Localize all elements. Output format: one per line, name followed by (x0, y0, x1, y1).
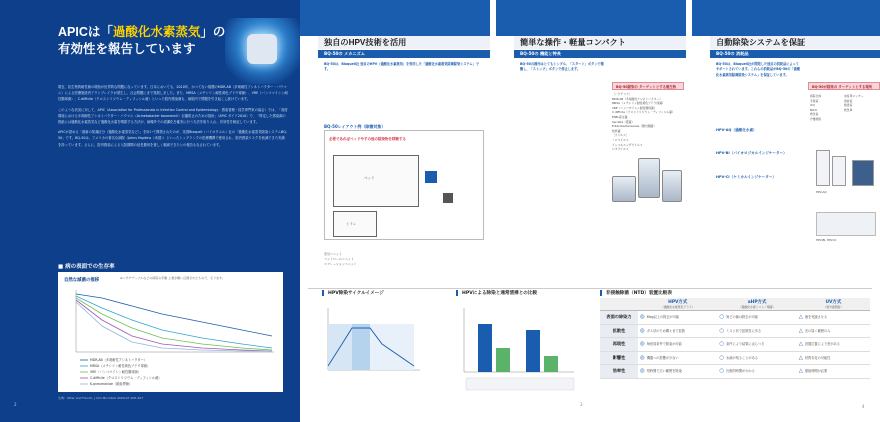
rating-mark: △ (798, 341, 803, 348)
bed-label: ベッド (364, 176, 375, 180)
legend-item: コントロールユニット (324, 257, 354, 261)
rating-mark: △ (798, 354, 803, 361)
rating-mark: △ (798, 327, 803, 334)
list-item: C.difficile（クロストリジウム・ディフィシル菌） (612, 110, 675, 115)
bottle-image (832, 156, 846, 186)
cell-text: 機器への影響が少ない (646, 355, 679, 360)
section-title: 非接触除菌（NTD）装置比較表 (600, 290, 672, 296)
list-item: VRE（バンコマイシン耐性腸球菌） (612, 105, 657, 110)
rating-mark: ○ (719, 354, 725, 361)
legend-item: MDR-AB（多剤耐性アシネトバクター） (90, 358, 148, 362)
column-lead: BQ-50は、Bioquell社が開発した独自の消耗品によってサポートされています。これらの消耗品がBQ-50の「過酸化水素蒸気除菌除染システム」を保証しています。 (716, 62, 801, 77)
rating-mark: ○ (719, 341, 725, 348)
column-header (638, 298, 717, 311)
header-name: UV方式 (825, 300, 842, 305)
device-photo (225, 18, 300, 84)
list-item: ノロウイルス (612, 137, 629, 142)
table-cell (638, 365, 717, 379)
device-unit (638, 158, 660, 198)
table-row (600, 338, 870, 352)
legend-item: MRSA（メチシリン耐性黄色ブドウ球菌） (90, 364, 151, 368)
row-header: 表面の除染力 (600, 311, 638, 325)
cell-text: 毎回同条件で除染が可能 (646, 342, 682, 347)
header-sub: （過酸化水素蒸気ドライ） (660, 305, 695, 309)
legend-item: C.difficile（クロストリジウム・ディフィシル菌） (90, 376, 162, 380)
table-cell (797, 311, 870, 325)
page-number: 2 (14, 402, 17, 407)
row-header: 影響性 (600, 351, 638, 365)
cycle-chart (322, 304, 422, 384)
column-consumables (692, 0, 880, 260)
left-page (0, 0, 300, 422)
column-subtitle: BQ-50の メカニズム (318, 50, 490, 58)
list-item: ESBL産生菌 (612, 114, 628, 119)
compare-chart (456, 304, 576, 394)
table-corner (600, 298, 638, 311)
column-header (717, 298, 796, 311)
column-banner (692, 0, 880, 36)
list-title: ［バクテリア］ (612, 92, 632, 96)
cell-text: ミスト状で拡散性に劣る (726, 328, 762, 333)
table-cell (717, 338, 796, 352)
table-cell (797, 351, 870, 365)
header-name: HPV方式 (668, 300, 688, 305)
device-unit (612, 176, 636, 202)
table-header-row (600, 298, 870, 311)
cell-text: 設置位置により差がある (804, 342, 840, 347)
table-cell (717, 365, 796, 379)
table-cell (717, 324, 796, 338)
column-title: 独自のHPV技術を活用 (318, 36, 490, 49)
headline-text-end: 」の (200, 25, 226, 39)
list-item: 検査室 (844, 103, 853, 108)
headline-highlight: 過酸化水素蒸気 (112, 25, 201, 39)
page-number: 4 (862, 404, 865, 409)
table-row (600, 351, 870, 365)
list-item: 病院全体 (810, 94, 822, 98)
graph-heading: 自然な減菌の推移 (64, 278, 100, 283)
layout-note: 必要であればベッドやすの他の除染物を移動する (329, 137, 406, 141)
right-pages-bottom (300, 288, 880, 422)
table-cell (638, 324, 717, 338)
paragraph: このような状況に対して、APIC（Association for Professionals in Infection Control and Epidemiology：感染管理・疫学専門家の協会）では、「高度環境における多剤耐性アシネトバクター・バウマニ（Acinetobacter baumannii）伝播防止のための指針」（APIC ガイド2010）で、「特定した感染源の根絶には過酸化水素蒸気など過酸化水素を噴霧する方法が、病棟外での清潔化を確実に行う方法を取り入れ、有効性を検証しています。 (58, 107, 288, 125)
cell-text: 短時間で広い範囲を除染 (646, 369, 682, 374)
product-name: HPV-AQ（過酸化水素） (716, 128, 757, 132)
list-item: 来客用ロッカー (844, 94, 864, 98)
place-caption: BQ-50が除染の ターゲットとする場所 (812, 85, 873, 89)
legend-item: K.pneumoniae（肺炎桿菌） (90, 382, 133, 386)
column-lead: BQ-50の操作はとてもシンプル。「スタート」ボタンで稼働し、「ストップ」ボタンで停止します。 (520, 62, 604, 72)
list-item: インフルエンザウイルス (612, 142, 643, 147)
layout-legend (324, 252, 357, 267)
room-layout (324, 130, 484, 240)
product-name: HPV-CI（ケミカルインジケーター） (716, 174, 777, 179)
cell-text: 照射時間が必要 (804, 369, 828, 374)
image-caption: HPV-BI, HPV-CI (816, 238, 837, 242)
legend-item: エアレーションユニット (324, 262, 357, 266)
table-cell (638, 338, 717, 352)
layout-caption: BQ-50レイアウト例（除菌対象） (324, 124, 386, 129)
row-header: 拡散性 (600, 324, 638, 338)
paragraph: APICが認める「最新の知識区分（過酸化水素蒸気など）」を用いて開発されたのが、英国Bioquell（バイオクエル）社の「過酸化水素蒸気除染システムBQ-50」です。BQ-50は、アメリカの著名な病院（Johns Hopkins（米国））といったトップランクの医療機関で使用され、院内感染リスクを低減できた実績を持っています。さらに、院内感染による入院期間の延長費用を著しく軽減できたとの報告もなされています。 (58, 130, 288, 147)
column-banner (300, 0, 490, 36)
column-text (716, 62, 802, 78)
column-header (797, 298, 870, 311)
table-section (600, 290, 672, 296)
paragraph: 現在、抗生物質耐性菌の増加が世界的な問題になっています。日本においても、2010年、かつてない規模のMDR-AB（多剤耐性アシネトバクター・バウマニ）による医療施設内アウトブレイクが発生し、社会問題にまで発展しました。また、MRSA（メチシリン耐性黄色ブドウ球菌）、VRE（バンコマイシン耐性腸球菌）、C.difficile（クロストリジウム・ディフィシル菌）といった院内感染菌も、病院内で問題を引き起こし続けています。 (58, 85, 288, 102)
target-box-header (612, 82, 684, 90)
list-title: ［ウイルス］ (612, 133, 629, 138)
comparison-table (600, 298, 870, 379)
place-box-header (808, 82, 880, 90)
list-item: 介護施設 (810, 116, 822, 121)
survival-graph (58, 272, 283, 392)
indicator-image (816, 212, 876, 236)
list-item: Serratia（霊菌） (612, 119, 635, 124)
cell-text: 菌を死滅させる (804, 315, 828, 320)
bottle-image (852, 160, 874, 186)
rating-mark: ◎ (640, 368, 645, 375)
column-subtitle: BQ-50の 機能と特長 (514, 50, 686, 58)
row-header: 再現性 (600, 338, 638, 352)
device-unit (662, 170, 682, 202)
place-list (810, 94, 844, 122)
column-lead: BQ-50は、Bioquell社 独自のHPV（過酸化水素蒸気）を利用した「過酸化水素蒸気除菌除染システム」です。 (324, 62, 479, 72)
list-item: 結核菌 (612, 128, 621, 133)
room-bed (333, 155, 419, 207)
column-features (496, 0, 686, 260)
column-title: 簡単な操作・軽量コンパクト (514, 36, 686, 49)
list-item: MDR-AB（多剤耐性アシネトバクター） (612, 96, 663, 101)
cell-text: 水滴が残ることがある (726, 355, 758, 360)
column-text (520, 62, 606, 73)
table-cell (797, 338, 870, 352)
list-item: ロタウイルス (612, 147, 629, 152)
bottle-image (816, 150, 830, 186)
place-list-b (844, 94, 880, 112)
cell-text: 6log以上の除去が可能 (646, 315, 680, 320)
cell-text: 材質劣化の可能性 (804, 355, 831, 360)
cell-text: 光の届く範囲のみ (804, 328, 831, 333)
graph-note: ※ハサチデーブルなどの病院の手動 上乗が剛い辺期されたもので、元ります。 (120, 276, 225, 280)
target-caption: BQ-50除染の ターゲットとする微生物 (616, 85, 677, 89)
toilet-label: トイレ (346, 222, 357, 226)
rating-mark: ◎ (640, 354, 645, 361)
table-cell (638, 311, 717, 325)
headline-line-2: 有効性を報告しています (58, 42, 196, 56)
section-divider (308, 288, 872, 289)
table-cell (717, 311, 796, 325)
table-row (600, 324, 870, 338)
legend-item: VRE（バンコマイシン耐性腸球菌） (90, 370, 141, 374)
rating-mark: ◎ (640, 341, 645, 348)
list-item: 救急室 (810, 112, 819, 117)
column-subtitle: BQ-50の 消耗品 (710, 50, 880, 58)
device-image (247, 34, 277, 64)
column-title: 自動除染システムを保証 (710, 36, 880, 49)
cell-text: 比較的時間がかかる (726, 369, 755, 374)
rating-mark: ○ (719, 327, 725, 334)
legend-item: 蒸気ユニット (324, 252, 342, 256)
table-row (600, 365, 870, 379)
table-cell (638, 351, 717, 365)
list-item: Enterobacteriaceae（腸内細菌） (612, 124, 657, 129)
list-item: MRSA（メチシリン耐性黄色ブドウ球菌） (612, 101, 665, 106)
rating-mark: ○ (719, 368, 725, 375)
product-list (716, 128, 804, 180)
unit-marker (425, 171, 437, 183)
rating-mark: ○ (719, 314, 725, 321)
survival-chart (62, 286, 279, 390)
page-number: 3 (580, 402, 583, 407)
cell-text: ガス状のため隅々まで拡散 (646, 328, 685, 333)
section-title: HPVによる除染と通常清掃との比較 (456, 290, 576, 296)
cycle-section (322, 290, 422, 388)
rating-mark: △ (798, 314, 803, 321)
row-header: 効率性 (600, 365, 638, 379)
table-cell (797, 365, 870, 379)
header-sub: （紫外線照射） (823, 305, 844, 309)
table-row (600, 311, 870, 325)
list-item: 透析室 (844, 98, 853, 103)
list-item: NICU (810, 107, 817, 112)
compare-section (456, 290, 576, 398)
rating-mark: △ (798, 368, 803, 375)
room-toilet (333, 211, 377, 237)
headline-text: APICは「 (58, 25, 113, 39)
table-cell (717, 351, 796, 365)
section-title: HPV除染サイクルイメージ (322, 290, 422, 296)
header-sub: （過酸化水素ミスト／噴霧） (738, 305, 776, 309)
rating-mark: ◎ (640, 314, 645, 321)
table-cell (797, 324, 870, 338)
column-text (324, 62, 484, 73)
footnote: 出典：Otter and French, J Clin Microbiol 2009;47:205-207 (58, 396, 144, 400)
image-caption: HPV-AQ (816, 190, 827, 194)
cell-text: 殆どの菌は除去が可能 (726, 315, 758, 320)
cell-text: 条件により結果にばらつき (726, 342, 765, 347)
list-item: ICU (810, 103, 815, 108)
list-item: 手術室 (810, 98, 819, 103)
graph-section-title: ■ 病の表面での生存率 (58, 264, 115, 270)
target-list (612, 92, 684, 152)
list-item: 救急車 (844, 107, 853, 112)
product-name: HPV-BI（バイオロジカルインジケーター） (716, 151, 787, 156)
rating-mark: ◎ (640, 327, 645, 334)
unit-marker (443, 193, 453, 203)
header-name: aHP方式 (747, 300, 767, 305)
column-banner (496, 0, 686, 36)
intro-text (58, 84, 288, 152)
